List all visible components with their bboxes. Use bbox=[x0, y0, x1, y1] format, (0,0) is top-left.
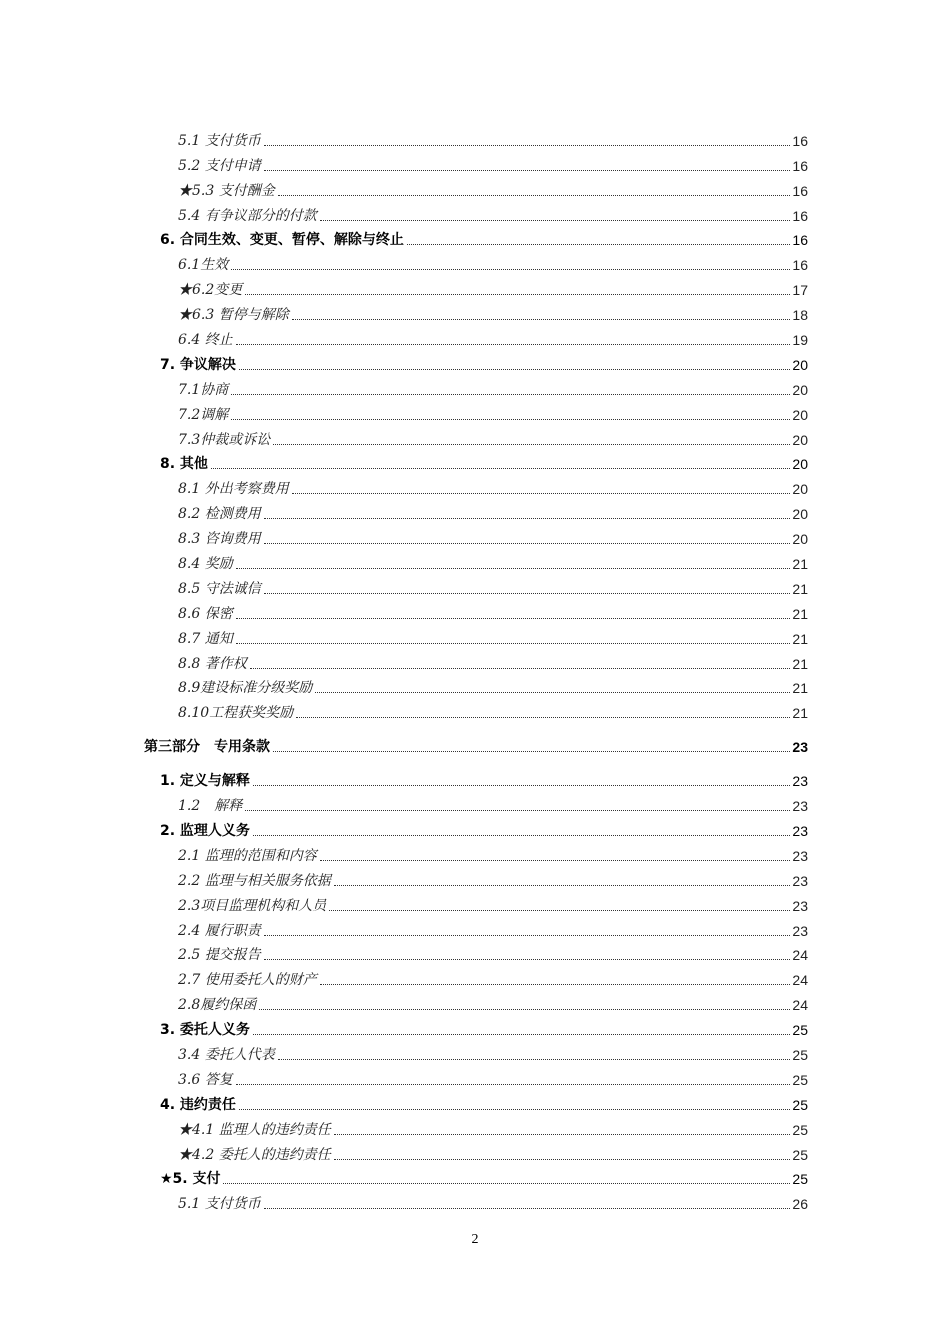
toc-entry[interactable] bbox=[144, 1189, 808, 1214]
toc-entry-title: 8.8 著作权 bbox=[178, 655, 247, 672]
toc-entry[interactable] bbox=[144, 450, 808, 475]
toc-entry-title: 8.1 外出考察费用 bbox=[178, 481, 289, 498]
toc-entry[interactable] bbox=[144, 698, 808, 723]
toc-entry[interactable] bbox=[144, 766, 808, 791]
toc-entry-title: 7.2调解 bbox=[178, 406, 229, 423]
toc-entry-page: 24 bbox=[792, 997, 808, 1014]
toc-entry-title: 1.2 解释 bbox=[178, 798, 243, 815]
toc-entry-page: 16 bbox=[792, 207, 808, 224]
toc-entry-title: ★5.3 支付酬金 bbox=[178, 182, 275, 199]
toc-entry[interactable] bbox=[144, 674, 808, 699]
dot-leader bbox=[253, 1034, 790, 1035]
toc-entry-title: 2. 监理人义务 bbox=[160, 822, 250, 839]
toc-entry-page: 23 bbox=[792, 798, 808, 815]
toc-entry[interactable] bbox=[144, 732, 808, 757]
toc-entry-page: 23 bbox=[792, 822, 808, 839]
dot-leader bbox=[231, 419, 790, 420]
dot-leader bbox=[239, 369, 790, 370]
dot-leader bbox=[278, 1059, 791, 1060]
toc-entry-page: 21 bbox=[792, 556, 808, 573]
toc-entry-title: 7.1协商 bbox=[178, 381, 229, 398]
dot-leader bbox=[334, 885, 791, 886]
dot-leader bbox=[273, 751, 790, 752]
toc-entry[interactable] bbox=[144, 176, 808, 201]
toc-entry-title: 6.4 终止 bbox=[178, 332, 233, 349]
toc-entry-page: 25 bbox=[792, 1121, 808, 1138]
toc-entry-page: 21 bbox=[792, 655, 808, 672]
toc-entry[interactable] bbox=[144, 599, 808, 624]
dot-leader bbox=[231, 394, 790, 395]
toc-entry-page: 25 bbox=[792, 1171, 808, 1188]
toc-entry-title: ★4.2 委托人的违约责任 bbox=[178, 1146, 331, 1163]
dot-leader bbox=[264, 935, 791, 936]
toc-entry-title: 8.5 守法诚信 bbox=[178, 580, 261, 597]
toc-entry[interactable] bbox=[144, 151, 808, 176]
toc-entry[interactable] bbox=[144, 816, 808, 841]
toc-entry[interactable] bbox=[144, 499, 808, 524]
dot-leader bbox=[253, 785, 790, 786]
dot-leader bbox=[329, 910, 790, 911]
toc-entry[interactable] bbox=[144, 1065, 808, 1090]
toc-entry-page: 23 bbox=[792, 897, 808, 914]
dot-leader bbox=[245, 810, 790, 811]
toc-entry-title: ★5. 支付 bbox=[160, 1171, 221, 1188]
toc-entry-title: 4. 违约责任 bbox=[160, 1096, 236, 1113]
toc-entry-page: 26 bbox=[792, 1196, 808, 1213]
toc-entry[interactable] bbox=[144, 375, 808, 400]
toc-entry[interactable] bbox=[144, 574, 808, 599]
toc-entry-page: 24 bbox=[792, 947, 808, 964]
dot-leader bbox=[407, 244, 790, 245]
toc-entry-title: 7.3仲裁或诉讼 bbox=[178, 431, 271, 448]
dot-leader bbox=[334, 1159, 791, 1160]
toc-entry[interactable] bbox=[144, 1165, 808, 1190]
toc-entry-title: 5.1 支付货币 bbox=[178, 1196, 261, 1213]
toc-entry-page: 21 bbox=[792, 580, 808, 597]
toc-entry[interactable] bbox=[144, 201, 808, 226]
dot-leader bbox=[223, 1183, 790, 1184]
toc-entry-title: 8.3 咨询费用 bbox=[178, 531, 261, 548]
dot-leader bbox=[236, 344, 791, 345]
dot-leader bbox=[245, 294, 790, 295]
table-of-contents bbox=[144, 126, 808, 1214]
toc-entry-page: 20 bbox=[792, 431, 808, 448]
toc-entry-title: 2.2 监理与相关服务依据 bbox=[178, 872, 331, 889]
toc-entry-page: 16 bbox=[792, 257, 808, 274]
toc-entry-title: 5.4 有争议部分的付款 bbox=[178, 207, 317, 224]
toc-entry-title: 8.9建设标准分级奖励 bbox=[178, 680, 313, 697]
dot-leader bbox=[278, 195, 791, 196]
toc-entry-title: 5.2 支付申请 bbox=[178, 157, 261, 174]
toc-entry-page: 20 bbox=[792, 456, 808, 473]
dot-leader bbox=[236, 643, 791, 644]
toc-entry-title: 2.1 监理的范围和内容 bbox=[178, 847, 317, 864]
toc-entry-title: ★6.2变更 bbox=[178, 282, 243, 299]
toc-entry[interactable] bbox=[144, 649, 808, 674]
toc-entry-page: 19 bbox=[792, 332, 808, 349]
toc-entry[interactable] bbox=[144, 1015, 808, 1040]
toc-entry-page: 25 bbox=[792, 1071, 808, 1088]
dot-leader bbox=[315, 692, 790, 693]
toc-entry[interactable] bbox=[144, 866, 808, 891]
toc-entry-title: 7. 争议解决 bbox=[160, 356, 236, 373]
toc-entry-page: 16 bbox=[792, 132, 808, 149]
toc-entry-title: 2.7 使用委托人的财产 bbox=[178, 972, 317, 989]
toc-entry-page: 25 bbox=[792, 1096, 808, 1113]
toc-entry-page: 23 bbox=[792, 872, 808, 889]
dot-leader bbox=[236, 1084, 791, 1085]
toc-entry-page: 24 bbox=[792, 972, 808, 989]
toc-entry-page: 20 bbox=[792, 406, 808, 423]
dot-leader bbox=[320, 984, 791, 985]
toc-entry-page: 25 bbox=[792, 1146, 808, 1163]
toc-entry-title: 8. 其他 bbox=[160, 456, 208, 473]
toc-entry-page: 20 bbox=[792, 481, 808, 498]
toc-entry[interactable] bbox=[144, 126, 808, 151]
dot-leader bbox=[211, 468, 790, 469]
dot-leader bbox=[250, 668, 791, 669]
toc-entry-page: 21 bbox=[792, 605, 808, 622]
toc-entry[interactable] bbox=[144, 250, 808, 275]
toc-entry-title: 第三部分 专用条款 bbox=[144, 739, 270, 756]
toc-entry-page: 17 bbox=[792, 282, 808, 299]
toc-entry-title: ★6.3 暂停与解除 bbox=[178, 307, 289, 324]
toc-entry-title: 2.5 提交报告 bbox=[178, 947, 261, 964]
toc-entry-title: 3. 委托人义务 bbox=[160, 1022, 250, 1039]
dot-leader bbox=[264, 543, 791, 544]
toc-entry-page: 23 bbox=[792, 773, 808, 790]
toc-entry-page: 18 bbox=[792, 307, 808, 324]
toc-entry-page: 16 bbox=[792, 182, 808, 199]
dot-leader bbox=[264, 1208, 791, 1209]
toc-entry-page: 23 bbox=[792, 922, 808, 939]
dot-leader bbox=[334, 1134, 791, 1135]
toc-entry[interactable] bbox=[144, 549, 808, 574]
toc-entry-title: ★4.1 监理人的违约责任 bbox=[178, 1121, 331, 1138]
dot-leader bbox=[231, 269, 790, 270]
toc-entry[interactable] bbox=[144, 425, 808, 450]
toc-entry-title: 6.1生效 bbox=[178, 257, 229, 274]
toc-entry-page: 25 bbox=[792, 1022, 808, 1039]
toc-entry[interactable] bbox=[144, 965, 808, 990]
toc-entry[interactable] bbox=[144, 524, 808, 549]
toc-entry-page: 21 bbox=[792, 705, 808, 722]
dot-leader bbox=[236, 568, 791, 569]
toc-entry-page: 20 bbox=[792, 531, 808, 548]
toc-entry[interactable] bbox=[144, 624, 808, 649]
toc-entry[interactable] bbox=[144, 400, 808, 425]
toc-entry-title: 6. 合同生效、变更、暂停、解除与终止 bbox=[160, 232, 404, 249]
toc-entry-page: 20 bbox=[792, 381, 808, 398]
toc-entry[interactable] bbox=[144, 941, 808, 966]
toc-entry-page: 16 bbox=[792, 157, 808, 174]
toc-entry-title: 8.2 检测费用 bbox=[178, 506, 261, 523]
dot-leader bbox=[253, 835, 790, 836]
toc-entry[interactable] bbox=[144, 1040, 808, 1065]
toc-entry-page: 16 bbox=[792, 232, 808, 249]
toc-entry[interactable] bbox=[144, 325, 808, 350]
dot-leader bbox=[239, 1109, 790, 1110]
dot-leader bbox=[259, 1009, 790, 1010]
toc-entry-title: 8.4 奖励 bbox=[178, 556, 233, 573]
toc-entry-page: 23 bbox=[792, 739, 808, 756]
toc-entry[interactable] bbox=[144, 350, 808, 375]
toc-entry[interactable] bbox=[144, 226, 808, 251]
toc-entry-title: 5.1 支付货币 bbox=[178, 132, 261, 149]
toc-entry-title: 3.6 答复 bbox=[178, 1071, 233, 1088]
toc-entry-title: 2.4 履行职责 bbox=[178, 922, 261, 939]
dot-leader bbox=[292, 319, 791, 320]
toc-entry-title: 8.10工程获奖奖励 bbox=[178, 705, 294, 722]
toc-entry-page: 21 bbox=[792, 630, 808, 647]
dot-leader bbox=[264, 959, 791, 960]
toc-entry[interactable] bbox=[144, 1090, 808, 1115]
toc-entry-page: 21 bbox=[792, 680, 808, 697]
dot-leader bbox=[264, 145, 791, 146]
dot-leader bbox=[320, 860, 791, 861]
dot-leader bbox=[273, 444, 790, 445]
dot-leader bbox=[292, 493, 791, 494]
dot-leader bbox=[264, 593, 791, 594]
page-number: 2 bbox=[471, 1232, 479, 1247]
toc-entry-title: 8.7 通知 bbox=[178, 630, 233, 647]
dot-leader bbox=[264, 170, 791, 171]
toc-entry[interactable] bbox=[144, 300, 808, 325]
toc-entry[interactable] bbox=[144, 1115, 808, 1140]
toc-entry[interactable] bbox=[144, 1140, 808, 1165]
toc-entry-title: 2.8履约保函 bbox=[178, 997, 257, 1014]
toc-entry[interactable] bbox=[144, 990, 808, 1015]
toc-entry[interactable] bbox=[144, 891, 808, 916]
toc-entry-title: 3.4 委托人代表 bbox=[178, 1046, 275, 1063]
dot-leader bbox=[296, 717, 790, 718]
dot-leader bbox=[236, 618, 791, 619]
dot-leader bbox=[264, 518, 791, 519]
toc-entry-page: 20 bbox=[792, 506, 808, 523]
toc-entry[interactable] bbox=[144, 916, 808, 941]
toc-entry-title: 1. 定义与解释 bbox=[160, 773, 250, 790]
toc-entry-title: 2.3项目监理机构和人员 bbox=[178, 897, 327, 914]
toc-entry-page: 20 bbox=[792, 356, 808, 373]
toc-entry[interactable] bbox=[144, 275, 808, 300]
toc-entry-page: 25 bbox=[792, 1046, 808, 1063]
toc-entry-title: 8.6 保密 bbox=[178, 605, 233, 622]
toc-entry[interactable] bbox=[144, 474, 808, 499]
toc-entry-page: 23 bbox=[792, 847, 808, 864]
dot-leader bbox=[320, 220, 791, 221]
toc-entry[interactable] bbox=[144, 841, 808, 866]
toc-entry[interactable] bbox=[144, 791, 808, 816]
